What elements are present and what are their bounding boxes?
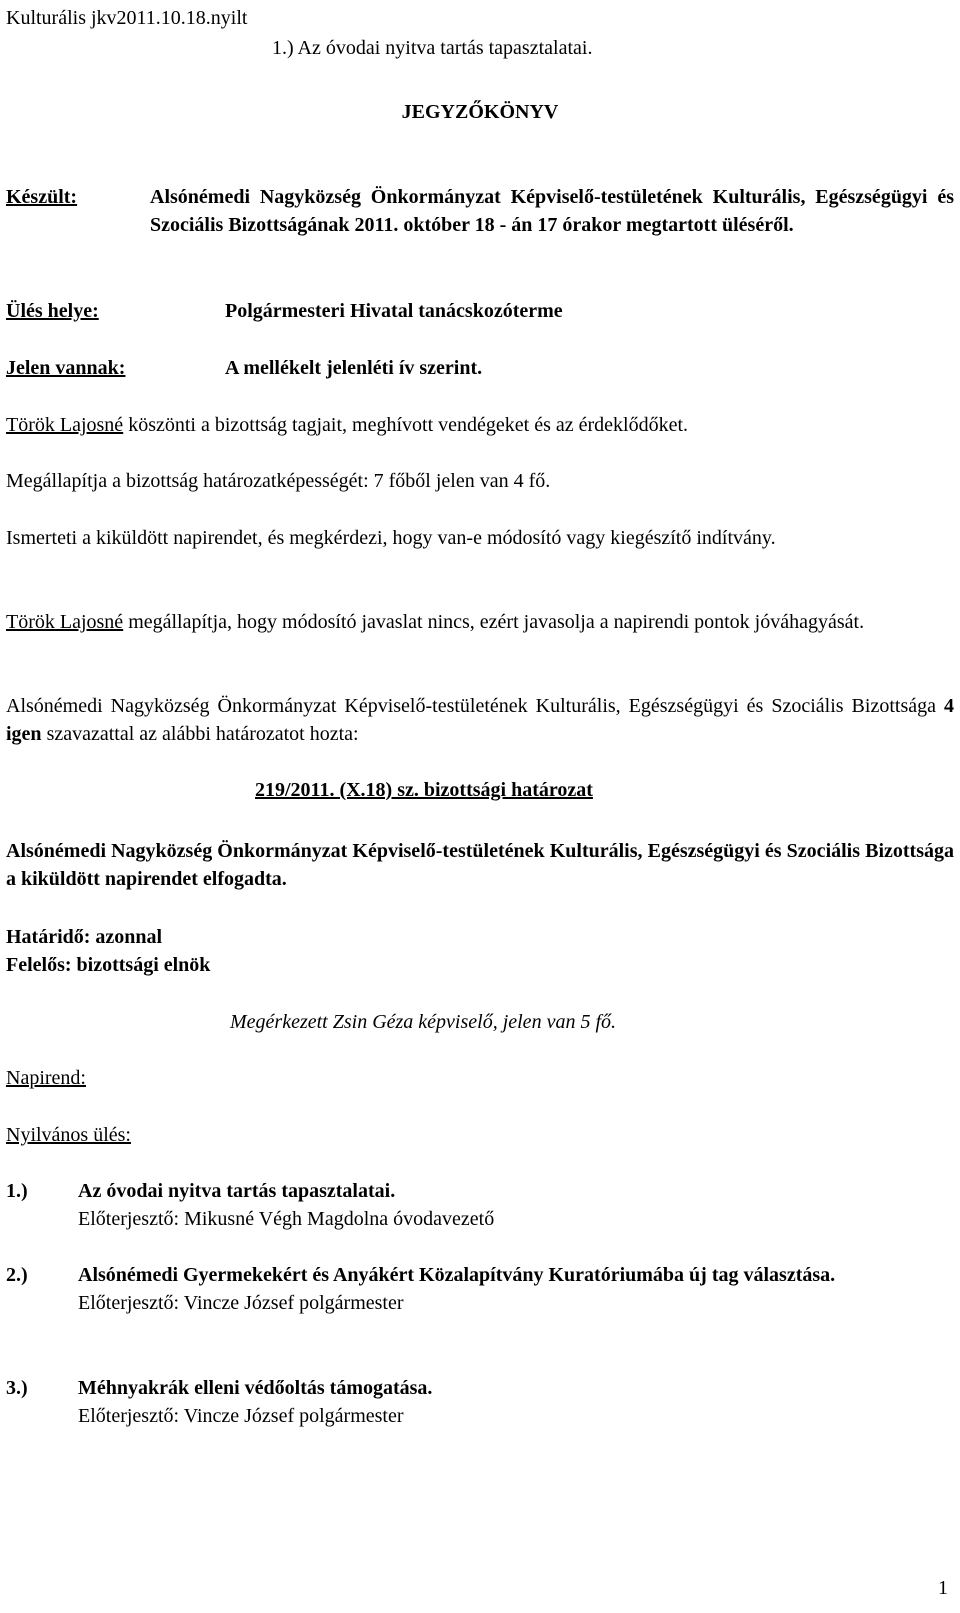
keszult-label: Készült: (6, 186, 78, 208)
paragraph-agenda-intro: Ismerteti a kiküldött napirendet, és megkérdezi, hogy van-e módosító vagy kiegészítő indítvány. (6, 527, 776, 549)
vote-count: 4 igen (6, 695, 954, 745)
paragraph-vote: Alsónémedi Nagyközség Önkormányzat Képviselő-testületének Kulturális, Egészségügyi és Szociális Bizottsága 4 igen szavazattal az alábbi határozatot hozta: (6, 695, 954, 745)
resolution-deadline: Határidő: azonnal (6, 926, 163, 948)
agenda-item-presenter: Előterjesztő: Vincze József polgármester (78, 1405, 404, 1427)
ules-helye-label: Ülés helye: (6, 300, 99, 322)
header-filename: Kulturális jkv2011.10.18.nyilt (6, 7, 248, 29)
napirend-label: Napirend: (6, 1067, 86, 1089)
arrival-note: Megérkezett Zsin Géza képviselő, jelen van 5 fő. (230, 1011, 616, 1033)
agenda-item-number: 2.) (6, 1264, 28, 1286)
agenda-item-presenter: Előterjesztő: Vincze József polgármester (78, 1292, 404, 1314)
agenda-item (78, 1374, 954, 1430)
agenda-item (78, 1261, 954, 1317)
jelen-vannak-label: Jelen vannak: (6, 357, 126, 379)
paragraph-proposal: Török Lajosné megállapítja, hogy módosító javaslat nincs, ezért javasolja a napirendi pontok jóváhagyását. (6, 611, 865, 633)
agenda-item-title: Alsónémedi Gyermekekért és Anyákért Közalapítvány Kuratóriumába új tag választása. (78, 1264, 836, 1286)
resolution-responsible: Felelős: bizottsági elnök (6, 954, 211, 976)
agenda-item-title: Az óvodai nyitva tartás tapasztalatai. (78, 1180, 396, 1202)
agenda-item-number: 1.) (6, 1180, 28, 1202)
agenda-item (78, 1177, 954, 1233)
agenda-item-presenter: Előterjesztő: Mikusné Végh Magdolna óvodavezető (78, 1208, 495, 1230)
paragraph-quorum: Megállapítja a bizottság határozatképességét: 7 főből jelen van 4 fő. (6, 470, 551, 492)
agenda-item-title: Méhnyakrák elleni védőoltás támogatása. (78, 1377, 433, 1399)
keszult-value: Alsónémedi Nagyközség Önkormányzat Képviselő-testületének Kulturális, Egészségügyi és Szociális Bizottságának 2011. október 18 - án 17 órakor megtartott üléséről. (150, 186, 954, 236)
chair-name: Török Lajosné (6, 611, 124, 633)
page-number: 1 (938, 1577, 948, 1599)
nyilvanos-ules-label: Nyilvános ülés: (6, 1124, 131, 1146)
paragraph-greeting: Török Lajosné köszönti a bizottság tagjait, meghívott vendégeket és az érdeklődőket. (6, 414, 689, 436)
ules-helye-value: Polgármesteri Hivatal tanácskozóterme (225, 300, 563, 322)
resolution-text: Alsónémedi Nagyközség Önkormányzat Képviselő-testületének Kulturális, Egészségügyi és Szociális Bizottsága a kiküldött napirendet elfogadta. (6, 840, 954, 890)
page-title: JEGYZŐKÖNYV (401, 101, 559, 123)
chair-name: Török Lajosné (6, 414, 124, 436)
agenda-item-number: 3.) (6, 1377, 28, 1399)
resolution-heading: 219/2011. (X.18) sz. bizottsági határozat (255, 779, 593, 801)
header-topic: 1.) Az óvodai nyitva tartás tapasztalatai. (272, 37, 593, 59)
jelen-vannak-value: A mellékelt jelenléti ív szerint. (225, 357, 483, 379)
